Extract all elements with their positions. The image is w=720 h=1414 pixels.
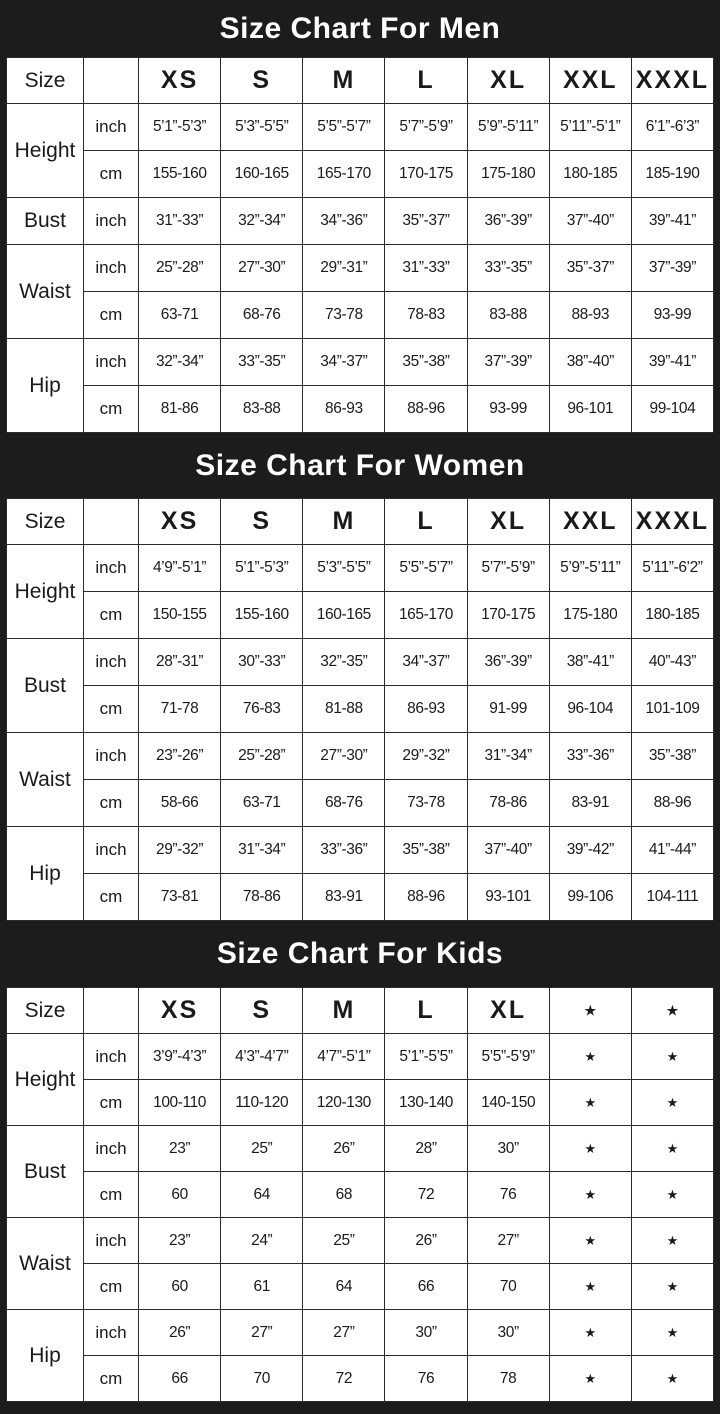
value-cell: 175-180: [549, 592, 631, 639]
value-cell: 86-93: [385, 686, 467, 733]
size-header-row: [7, 499, 714, 545]
value-cell: 68: [303, 1172, 385, 1218]
value-cell: 88-96: [385, 874, 467, 921]
value-cell: 27”: [467, 1218, 549, 1264]
value-cell: 83-91: [303, 874, 385, 921]
size-column-header: XXL: [549, 499, 631, 545]
value-cell: 34”-37”: [385, 639, 467, 686]
value-cell: 37”-39”: [467, 339, 549, 386]
value-cell: 30”: [467, 1126, 549, 1172]
table-row: [7, 1264, 714, 1310]
value-cell: 39”-41”: [631, 198, 713, 245]
value-cell: 33”-36”: [303, 827, 385, 874]
size-column-header: ★: [549, 988, 631, 1034]
value-cell: 30”: [467, 1310, 549, 1356]
value-cell: 83-88: [467, 292, 549, 339]
value-cell: 37”-39”: [631, 245, 713, 292]
value-cell: 27”-30”: [303, 733, 385, 780]
value-cell: 63-71: [139, 292, 221, 339]
unit-label: inch: [84, 198, 139, 245]
value-cell: 5’3”-5’5”: [221, 104, 303, 151]
table-row: [7, 245, 714, 292]
value-cell: 99-106: [549, 874, 631, 921]
value-cell: 60: [139, 1172, 221, 1218]
value-cell: 70: [221, 1356, 303, 1402]
value-cell: 99-104: [631, 386, 713, 433]
value-cell: 130-140: [385, 1080, 467, 1126]
size-column-header: XS: [139, 499, 221, 545]
value-cell: ★: [631, 1126, 713, 1172]
size-column-header: M: [303, 58, 385, 104]
value-cell: 68-76: [221, 292, 303, 339]
value-cell: 58-66: [139, 780, 221, 827]
table-row: [7, 1356, 714, 1402]
value-cell: 36”-39”: [467, 198, 549, 245]
value-cell: ★: [631, 1218, 713, 1264]
value-cell: 28”-31”: [139, 639, 221, 686]
value-cell: 4’9”-5’1”: [139, 545, 221, 592]
table-row: [7, 780, 714, 827]
value-cell: 35”-37”: [385, 198, 467, 245]
table-row: [7, 1310, 714, 1356]
section-title-kids: Size Chart For Kids: [216, 937, 504, 970]
table-row: [7, 292, 714, 339]
value-cell: 3’9”-4’3”: [139, 1034, 221, 1080]
value-cell: 155-160: [221, 592, 303, 639]
value-cell: 170-175: [467, 592, 549, 639]
section-women: [0, 433, 720, 921]
value-cell: 5’7”-5’9”: [385, 104, 467, 151]
table-row: [7, 1218, 714, 1264]
table-row: [7, 733, 714, 780]
value-cell: 32”-34”: [221, 198, 303, 245]
table-row: [7, 1034, 714, 1080]
bottom-border-strip: [0, 1402, 720, 1414]
value-cell: 81-88: [303, 686, 385, 733]
value-cell: 37”-40”: [549, 198, 631, 245]
value-cell: ★: [549, 1034, 631, 1080]
unit-label: inch: [84, 545, 139, 592]
unit-label: cm: [84, 592, 139, 639]
value-cell: 25”-28”: [139, 245, 221, 292]
value-cell: ★: [549, 1080, 631, 1126]
value-cell: 36”-39”: [467, 639, 549, 686]
table-row: [7, 386, 714, 433]
value-cell: 140-150: [467, 1080, 549, 1126]
size-column-header: S: [221, 499, 303, 545]
value-cell: 185-190: [631, 151, 713, 198]
value-cell: 26”: [303, 1126, 385, 1172]
value-cell: 25”-28”: [221, 733, 303, 780]
value-cell: ★: [631, 1310, 713, 1356]
kids-size-table: [6, 987, 714, 1402]
value-cell: 100-110: [139, 1080, 221, 1126]
value-cell: 5’9”-5’11”: [549, 545, 631, 592]
section-header-men: [0, 0, 720, 57]
size-column-header: XXL: [549, 58, 631, 104]
value-cell: 5’1”-5’3”: [139, 104, 221, 151]
value-cell: ★: [631, 1034, 713, 1080]
table-row: [7, 827, 714, 874]
value-cell: 34”-36”: [303, 198, 385, 245]
value-cell: 93-99: [631, 292, 713, 339]
value-cell: 165-170: [385, 592, 467, 639]
value-cell: 39”-41”: [631, 339, 713, 386]
value-cell: 5’5”-5’7”: [303, 104, 385, 151]
table-row: [7, 1126, 714, 1172]
table-row: [7, 198, 714, 245]
value-cell: 70: [467, 1264, 549, 1310]
value-cell: 120-130: [303, 1080, 385, 1126]
size-header-row: [7, 58, 714, 104]
value-cell: 25”: [303, 1218, 385, 1264]
value-cell: 26”: [385, 1218, 467, 1264]
value-cell: 29”-32”: [139, 827, 221, 874]
value-cell: 31”-34”: [467, 733, 549, 780]
table-row: [7, 545, 714, 592]
value-cell: 23”: [139, 1218, 221, 1264]
value-cell: 73-78: [303, 292, 385, 339]
value-cell: 78: [467, 1356, 549, 1402]
value-cell: 76-83: [221, 686, 303, 733]
value-cell: 78-86: [221, 874, 303, 921]
value-cell: 23”-26”: [139, 733, 221, 780]
size-corner-label: Size: [7, 499, 84, 545]
unit-label: inch: [84, 1218, 139, 1264]
size-column-header: M: [303, 499, 385, 545]
section-kids: [0, 921, 720, 1402]
value-cell: ★: [549, 1310, 631, 1356]
size-column-header: XXXL: [631, 58, 713, 104]
unit-label: cm: [84, 874, 139, 921]
value-cell: 73-78: [385, 780, 467, 827]
unit-label: inch: [84, 1034, 139, 1080]
value-cell: 38”-41”: [549, 639, 631, 686]
table-row: [7, 592, 714, 639]
value-cell: 27”: [303, 1310, 385, 1356]
value-cell: 5’1”-5’3”: [221, 545, 303, 592]
value-cell: 78-83: [385, 292, 467, 339]
value-cell: 23”: [139, 1126, 221, 1172]
table-row: [7, 104, 714, 151]
value-cell: 33”-35”: [467, 245, 549, 292]
unit-label: cm: [84, 1080, 139, 1126]
size-column-header: S: [221, 988, 303, 1034]
unit-label: cm: [84, 292, 139, 339]
value-cell: 5’11”-6’2”: [631, 545, 713, 592]
unit-label: cm: [84, 686, 139, 733]
value-cell: 86-93: [303, 386, 385, 433]
value-cell: 32”-34”: [139, 339, 221, 386]
value-cell: 150-155: [139, 592, 221, 639]
value-cell: 35”-38”: [385, 339, 467, 386]
value-cell: 64: [303, 1264, 385, 1310]
section-title-men: Size Chart For Men: [219, 11, 501, 45]
size-column-header: M: [303, 988, 385, 1034]
value-cell: 29”-31”: [303, 245, 385, 292]
unit-label: inch: [84, 639, 139, 686]
value-cell: 72: [303, 1356, 385, 1402]
value-cell: 5’1”-5’5”: [385, 1034, 467, 1080]
value-cell: 25”: [221, 1126, 303, 1172]
unit-label: cm: [84, 151, 139, 198]
measure-label: Hip: [7, 339, 84, 433]
measure-label: Hip: [7, 1310, 84, 1402]
value-cell: 83-91: [549, 780, 631, 827]
section-title-women: Size Chart For Women: [195, 448, 525, 482]
table-row: [7, 151, 714, 198]
value-cell: 73-81: [139, 874, 221, 921]
size-column-header: XXXL: [631, 499, 713, 545]
measure-label: Height: [7, 104, 84, 198]
value-cell: ★: [631, 1356, 713, 1402]
value-cell: 27”-30”: [221, 245, 303, 292]
value-cell: ★: [549, 1172, 631, 1218]
measure-label: Height: [7, 545, 84, 639]
table-row: [7, 639, 714, 686]
value-cell: 180-185: [631, 592, 713, 639]
value-cell: 35”-38”: [385, 827, 467, 874]
value-cell: 170-175: [385, 151, 467, 198]
size-column-header: XL: [467, 499, 549, 545]
table-row: [7, 1080, 714, 1126]
value-cell: 29”-32”: [385, 733, 467, 780]
size-column-header: ★: [631, 988, 713, 1034]
value-cell: ★: [631, 1080, 713, 1126]
table-row: [7, 686, 714, 733]
value-cell: ★: [631, 1264, 713, 1310]
section-header-kids: [0, 921, 720, 987]
value-cell: 110-120: [221, 1080, 303, 1126]
unit-label: inch: [84, 733, 139, 780]
size-corner-label: Size: [7, 988, 84, 1034]
value-cell: 71-78: [139, 686, 221, 733]
unit-label: cm: [84, 1264, 139, 1310]
value-cell: 96-104: [549, 686, 631, 733]
value-cell: 64: [221, 1172, 303, 1218]
value-cell: 27”: [221, 1310, 303, 1356]
value-cell: 175-180: [467, 151, 549, 198]
unit-label: inch: [84, 104, 139, 151]
size-corner-label: Size: [7, 58, 84, 104]
value-cell: 28”: [385, 1126, 467, 1172]
value-cell: 5’5”-5’9”: [467, 1034, 549, 1080]
value-cell: 66: [385, 1264, 467, 1310]
women-table-wrap: [0, 498, 720, 921]
measure-label: Hip: [7, 827, 84, 921]
unit-label: cm: [84, 1172, 139, 1218]
value-cell: 88-93: [549, 292, 631, 339]
size-column-header: L: [385, 988, 467, 1034]
value-cell: 31”-33”: [385, 245, 467, 292]
value-cell: 78-86: [467, 780, 549, 827]
measure-label: Bust: [7, 1126, 84, 1218]
value-cell: 32”-35”: [303, 639, 385, 686]
unit-label: inch: [84, 1310, 139, 1356]
value-cell: ★: [549, 1126, 631, 1172]
table-row: [7, 1172, 714, 1218]
value-cell: 88-96: [385, 386, 467, 433]
measure-label: Waist: [7, 733, 84, 827]
value-cell: 5’3”-5’5”: [303, 545, 385, 592]
unit-column-blank: [84, 988, 139, 1034]
value-cell: 91-99: [467, 686, 549, 733]
value-cell: 31”-34”: [221, 827, 303, 874]
unit-label: cm: [84, 386, 139, 433]
women-size-table: [6, 498, 714, 921]
value-cell: 160-165: [303, 592, 385, 639]
measure-label: Height: [7, 1034, 84, 1126]
value-cell: 33”-35”: [221, 339, 303, 386]
men-table-wrap: [0, 57, 720, 433]
kids-table-wrap: [0, 987, 720, 1402]
value-cell: ★: [549, 1264, 631, 1310]
value-cell: 30”: [385, 1310, 467, 1356]
value-cell: 33”-36”: [549, 733, 631, 780]
value-cell: 30”-33”: [221, 639, 303, 686]
value-cell: 41”-44”: [631, 827, 713, 874]
unit-label: cm: [84, 1356, 139, 1402]
value-cell: 63-71: [221, 780, 303, 827]
value-cell: 5’5”-5’7”: [385, 545, 467, 592]
value-cell: 26”: [139, 1310, 221, 1356]
value-cell: 5’7”-5’9”: [467, 545, 549, 592]
size-column-header: L: [385, 58, 467, 104]
unit-label: inch: [84, 339, 139, 386]
unit-label: cm: [84, 780, 139, 827]
value-cell: 38”-40”: [549, 339, 631, 386]
size-column-header: S: [221, 58, 303, 104]
unit-label: inch: [84, 1126, 139, 1172]
men-size-table: [6, 57, 714, 433]
value-cell: 93-99: [467, 386, 549, 433]
value-cell: 93-101: [467, 874, 549, 921]
value-cell: 34”-37”: [303, 339, 385, 386]
measure-label: Waist: [7, 245, 84, 339]
unit-label: inch: [84, 245, 139, 292]
value-cell: 88-96: [631, 780, 713, 827]
value-cell: 66: [139, 1356, 221, 1402]
value-cell: 76: [467, 1172, 549, 1218]
value-cell: 37”-40”: [467, 827, 549, 874]
size-column-header: XS: [139, 58, 221, 104]
value-cell: 5’9”-5’11”: [467, 104, 549, 151]
value-cell: 165-170: [303, 151, 385, 198]
value-cell: ★: [549, 1218, 631, 1264]
value-cell: 155-160: [139, 151, 221, 198]
size-column-header: XL: [467, 58, 549, 104]
measure-label: Bust: [7, 198, 84, 245]
value-cell: ★: [631, 1172, 713, 1218]
size-header-row: [7, 988, 714, 1034]
unit-column-blank: [84, 499, 139, 545]
size-column-header: XS: [139, 988, 221, 1034]
value-cell: 160-165: [221, 151, 303, 198]
value-cell: 40”-43”: [631, 639, 713, 686]
unit-column-blank: [84, 58, 139, 104]
value-cell: 39”-42”: [549, 827, 631, 874]
value-cell: 6’1”-6’3”: [631, 104, 713, 151]
size-column-header: XL: [467, 988, 549, 1034]
value-cell: 180-185: [549, 151, 631, 198]
measure-label: Waist: [7, 1218, 84, 1310]
table-row: [7, 874, 714, 921]
value-cell: 101-109: [631, 686, 713, 733]
value-cell: 68-76: [303, 780, 385, 827]
section-header-women: [0, 433, 720, 498]
value-cell: 83-88: [221, 386, 303, 433]
value-cell: ★: [549, 1356, 631, 1402]
value-cell: 81-86: [139, 386, 221, 433]
value-cell: 35”-37”: [549, 245, 631, 292]
value-cell: 4’7”-5’1”: [303, 1034, 385, 1080]
value-cell: 76: [385, 1356, 467, 1402]
value-cell: 96-101: [549, 386, 631, 433]
value-cell: 24”: [221, 1218, 303, 1264]
value-cell: 104-111: [631, 874, 713, 921]
size-column-header: L: [385, 499, 467, 545]
value-cell: 60: [139, 1264, 221, 1310]
value-cell: 31”-33”: [139, 198, 221, 245]
value-cell: 35”-38”: [631, 733, 713, 780]
value-cell: 72: [385, 1172, 467, 1218]
value-cell: 5’11”-5’1”: [549, 104, 631, 151]
unit-label: inch: [84, 827, 139, 874]
table-row: [7, 339, 714, 386]
section-men: [0, 0, 720, 433]
measure-label: Bust: [7, 639, 84, 733]
value-cell: 4’3”-4’7”: [221, 1034, 303, 1080]
value-cell: 61: [221, 1264, 303, 1310]
